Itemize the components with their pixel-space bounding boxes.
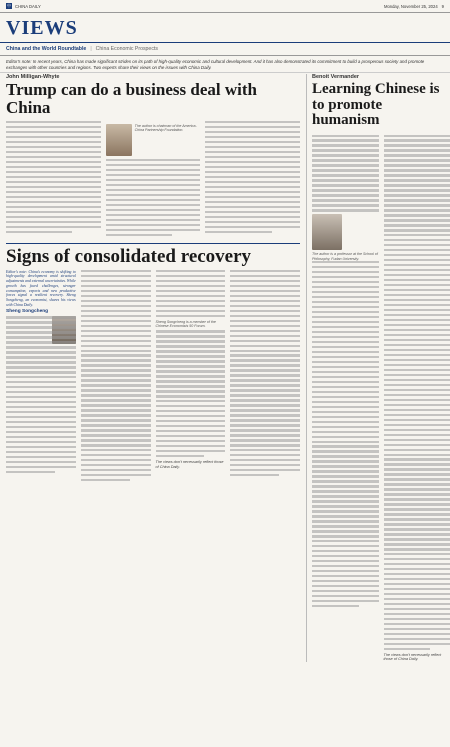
section-divider (6, 243, 300, 244)
article3-body (312, 135, 450, 663)
right-column (306, 74, 450, 662)
editor-note: Editor's note: In recent years, China has made significant strides on its path of high-quality economic and cultural development. And it has also demonstrated its commitment to build a prosperous society and promote exchanges with other countries and regions. Two experts share their views on the issues with China Daily. (0, 56, 450, 73)
brand (6, 3, 41, 9)
masthead (0, 13, 450, 43)
section-subtitle: China Economic Prospects (95, 46, 158, 52)
article3-headline: Learning Chinese is to promote humanism (312, 81, 440, 128)
article2-body (6, 270, 300, 484)
article3-disclaimer: The views don't necessarily reflect those of China Daily. (383, 652, 442, 662)
top-bar (0, 0, 450, 13)
newspaper-name: CHINA DAILY (15, 3, 41, 9)
newspaper-logo-icon: 中 (7, 3, 11, 8)
article1-body (6, 121, 300, 239)
article2-disclaimer: The views don't necessarily reflect those of China Daily. (155, 460, 224, 469)
section-title: VIEWS (6, 17, 78, 39)
page-number: 9 (441, 3, 444, 9)
article3-byline: Benoit Vermander (312, 74, 360, 80)
issue-date: Monday, November 25, 2024 (383, 3, 438, 9)
article1-byline: John Milligan-Whyte (6, 74, 60, 80)
section-bar: China and the World Roundtable | China Economic Prospects (0, 43, 450, 56)
left-column (6, 74, 300, 484)
article3-author-caption: The author is a professor at the School of Philosophy, Fudan University. (312, 252, 378, 261)
article2-headline: Signs of consolidated recovery (6, 245, 252, 267)
author-photo (312, 214, 342, 250)
article2-editor-note: Editor's note: China's economy is shifting to high-quality development amid structural adjustments and external uncertainties. While growth has faced challenges, stronger consumption, exports and new productive forces signal a resilient recovery. Sheng Songcheng, an economist, shares his views with China Daily. (6, 269, 76, 307)
section-main-title: China and the World Roundtable (6, 46, 87, 52)
article1-headline: Trump can do a business deal with China (6, 80, 257, 117)
article2-author-caption: Sheng Songcheng is a member of the Chinese Economists 50 Forum. (155, 319, 216, 328)
article2-byline: Sheng Songcheng (6, 309, 49, 315)
author-photo (106, 124, 132, 156)
article1-author-caption: The author is chairman of the America-China Partnership Foundation. (134, 124, 197, 133)
article1-author-box (106, 124, 201, 156)
